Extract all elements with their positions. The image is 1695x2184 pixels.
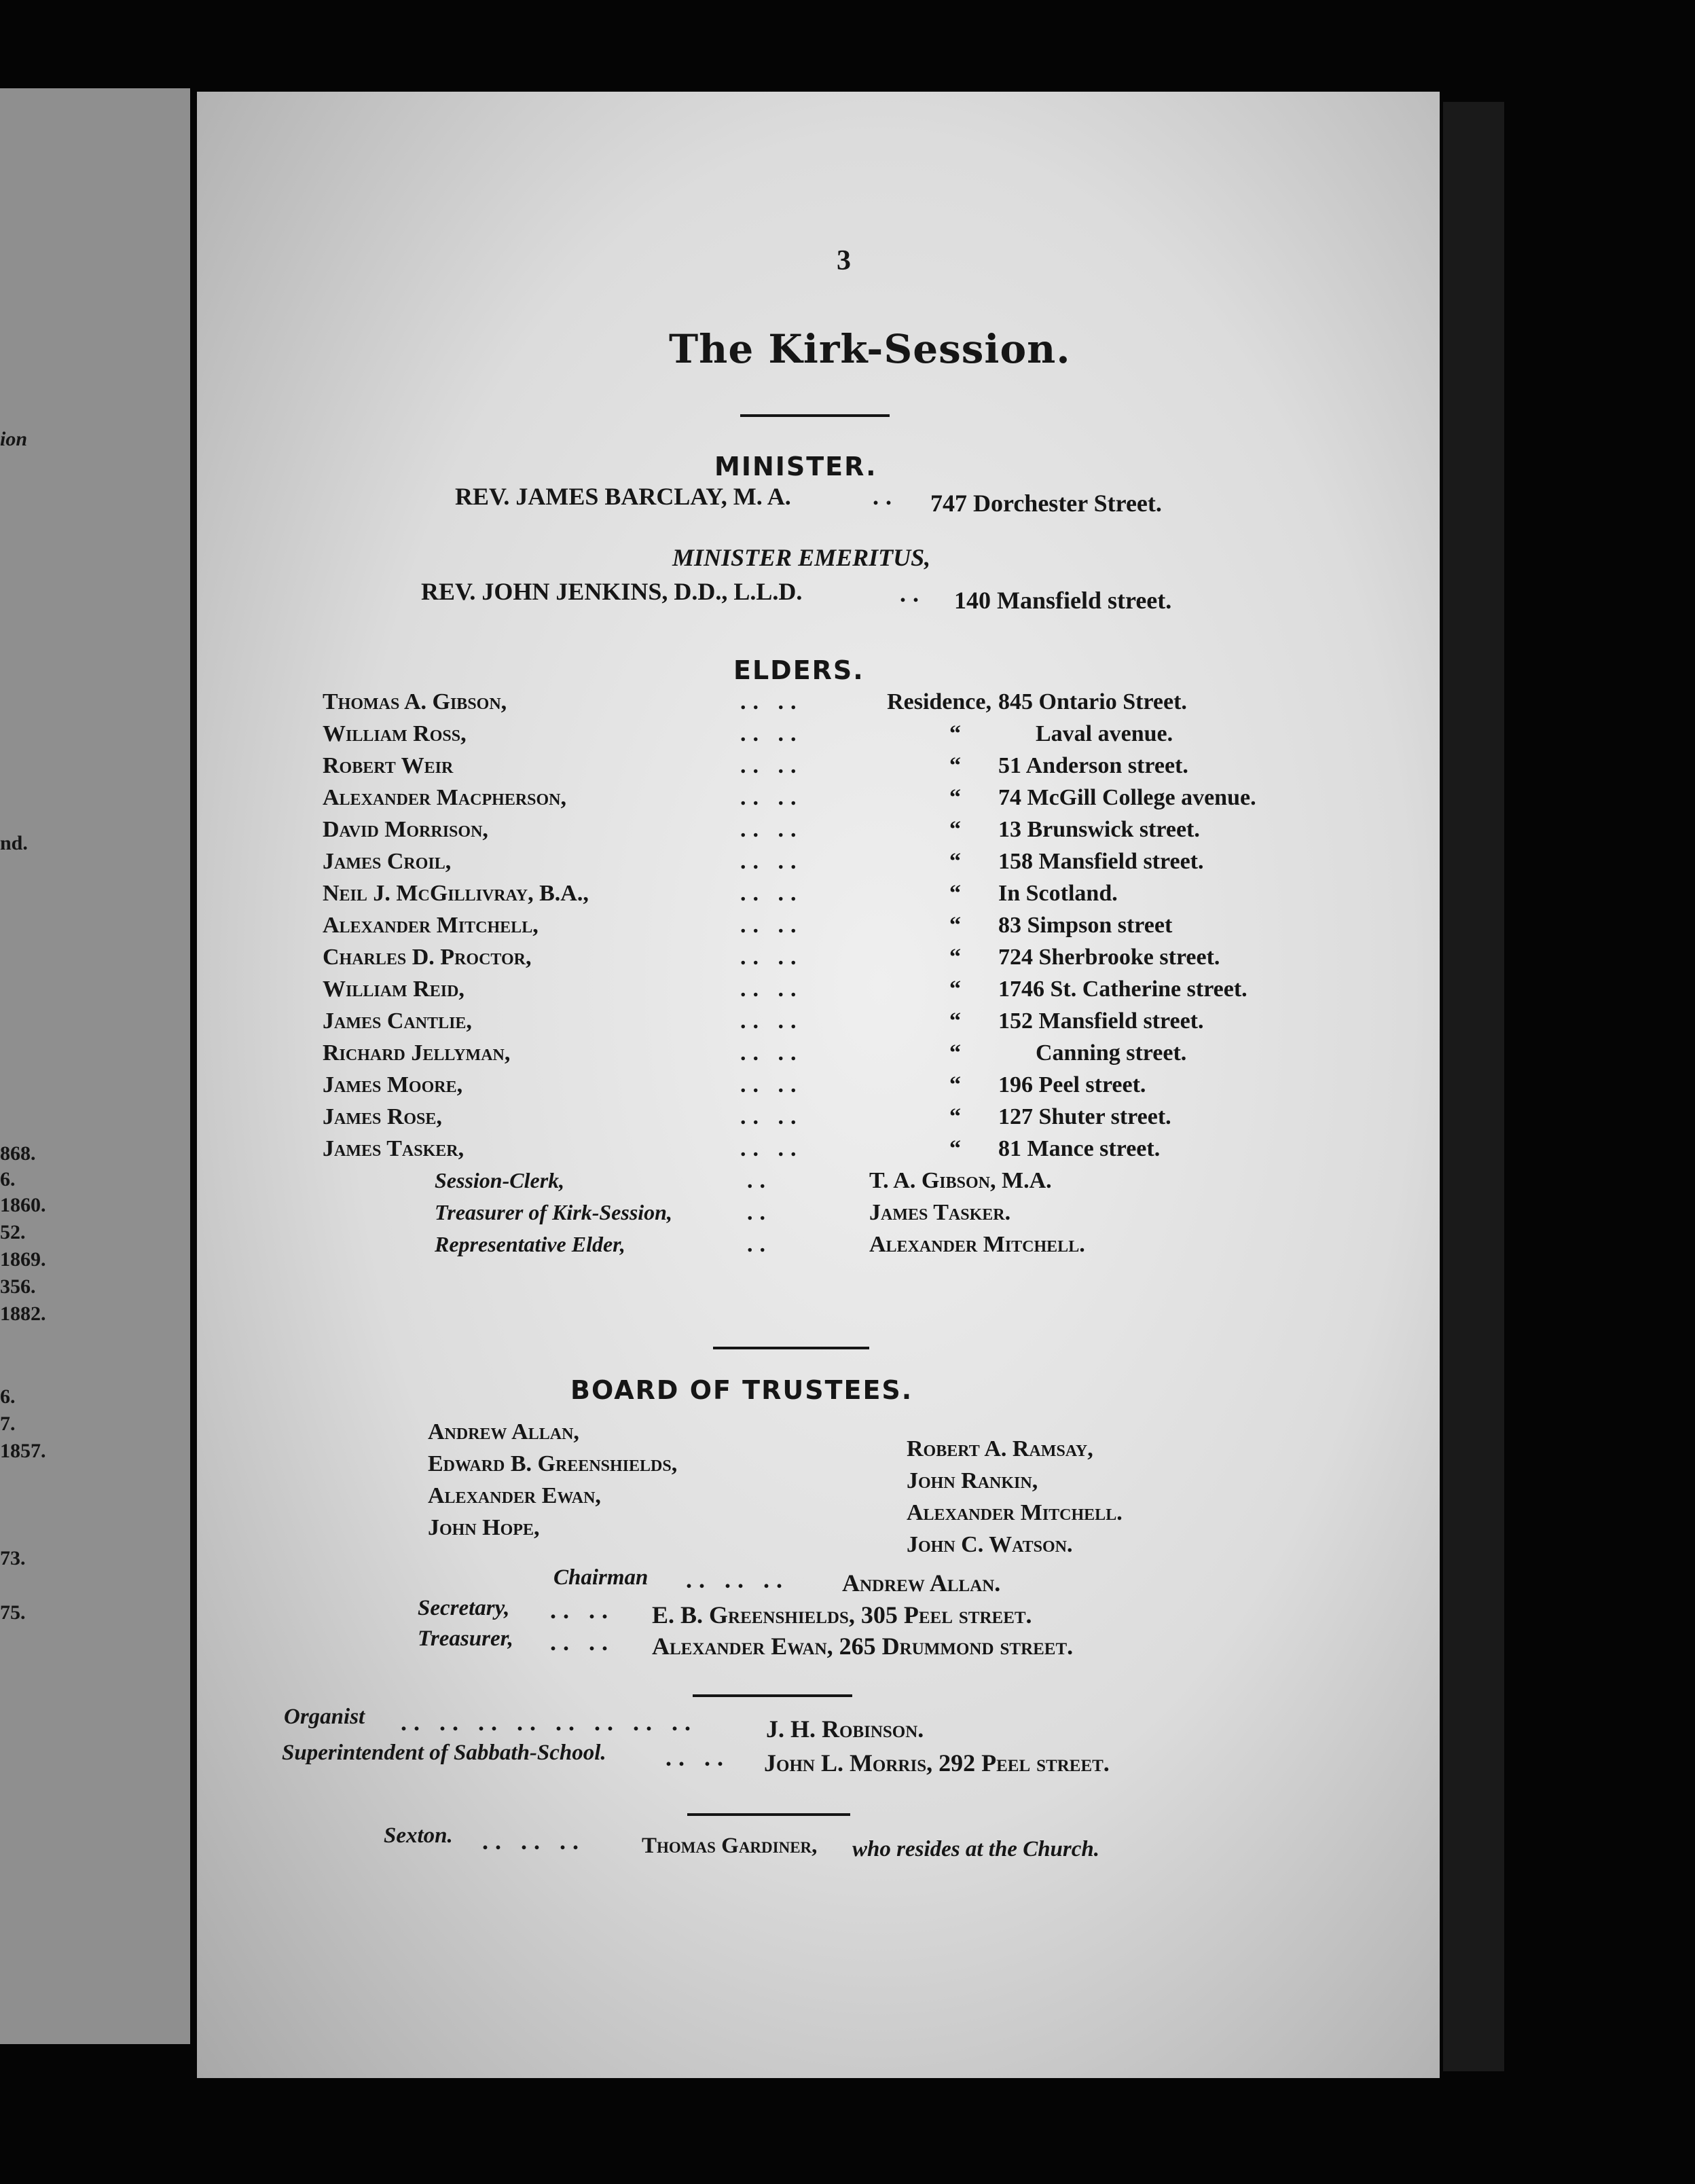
chairman-name: Andrew Allan. bbox=[842, 1569, 1001, 1597]
title-divider bbox=[740, 414, 890, 417]
ditto-mark: “ bbox=[949, 1072, 961, 1097]
leader-dots: .. .. .. bbox=[686, 1566, 789, 1593]
elders-heading: ELDERS. bbox=[733, 655, 864, 685]
elder-name: Neil J. McGillivray, B.A., bbox=[323, 881, 589, 906]
elder-name: Charles D. Proctor, bbox=[323, 945, 532, 970]
ditto-mark: “ bbox=[949, 753, 961, 778]
leader-dots: .. bbox=[873, 483, 898, 510]
elder-name: James Cantlie, bbox=[323, 1008, 472, 1034]
ditto-mark: “ bbox=[949, 817, 961, 842]
session-officers-names bbox=[869, 1165, 1277, 1260]
ditto-mark: “ bbox=[949, 785, 961, 810]
officer-name: James Tasker. bbox=[869, 1200, 1011, 1225]
trustee-name: Alexander Ewan, bbox=[428, 1483, 601, 1508]
ditto-mark: “ bbox=[949, 849, 961, 874]
section-divider bbox=[693, 1694, 852, 1697]
elder-address: 196 Peel street. bbox=[998, 1072, 1146, 1097]
left-fragment: 73. bbox=[0, 1547, 26, 1569]
residence-label: Residence, bbox=[887, 689, 991, 714]
elder-address: 74 McGill College avenue. bbox=[998, 785, 1256, 810]
elder-address: 845 Ontario Street. bbox=[998, 689, 1187, 714]
elders-leaders bbox=[740, 686, 862, 1165]
officer-leaders bbox=[747, 1165, 828, 1260]
leader-dots: .. .. bbox=[550, 1628, 615, 1656]
leader-dots: .. .. bbox=[740, 689, 803, 714]
leader-dots: .. .. bbox=[740, 1136, 803, 1161]
sexton-name: Thomas Gardiner, bbox=[642, 1834, 818, 1858]
left-fragment: 75. bbox=[0, 1601, 26, 1624]
trustee-name: John C. Watson. bbox=[907, 1532, 1073, 1557]
leader-dots: .. .. bbox=[740, 817, 803, 842]
leader-dots: .. .. bbox=[740, 913, 803, 938]
left-fragment: 1882. bbox=[0, 1303, 46, 1325]
elder-address: In Scotland. bbox=[998, 881, 1118, 906]
ditto-mark: “ bbox=[949, 977, 961, 1002]
officer-role: Session-Clerk, bbox=[435, 1168, 565, 1193]
ditto-mark: “ bbox=[949, 721, 961, 746]
trustee-name: John Hope, bbox=[428, 1515, 540, 1540]
elder-address: 152 Mansfield street. bbox=[998, 1008, 1204, 1034]
elder-name: Alexander Mitchell, bbox=[323, 913, 539, 938]
book-spine bbox=[1443, 102, 1504, 2071]
organist-label: Organist bbox=[284, 1705, 365, 1729]
elder-name: William Ross, bbox=[323, 721, 467, 746]
trustees-right-column bbox=[907, 1433, 1246, 1561]
chairman-label: Chairman bbox=[553, 1565, 649, 1590]
treasurer-name: Alexander Ewan, 265 Drummond street. bbox=[652, 1633, 1074, 1660]
document-page bbox=[197, 92, 1440, 2078]
minister-name: REV. JAMES BARCLAY, M. A. bbox=[455, 483, 791, 510]
leader-dots: .. .. bbox=[740, 849, 803, 874]
minister-emeritus-address: 140 Mansfield street. bbox=[954, 587, 1172, 614]
leader-dots: .. .. bbox=[740, 977, 803, 1002]
trustee-name: John Rankin, bbox=[907, 1468, 1038, 1493]
superintendent-name: John L. Morris, 292 Peel street. bbox=[764, 1749, 1110, 1777]
left-fragment: nd. bbox=[0, 832, 28, 854]
left-fragment: 1869. bbox=[0, 1248, 46, 1271]
elder-address: 1746 St. Catherine street. bbox=[998, 977, 1247, 1002]
elder-name: Alexander Macpherson, bbox=[323, 785, 567, 810]
elder-address: 724 Sherbrooke street. bbox=[998, 945, 1220, 970]
ditto-mark: “ bbox=[949, 881, 961, 906]
treasurer-label: Treasurer, bbox=[418, 1626, 513, 1651]
leader-dots: .. .. bbox=[740, 881, 803, 906]
leader-dots: .. bbox=[747, 1200, 772, 1225]
elder-name: William Reid, bbox=[323, 977, 464, 1002]
leader-dots: .. .. bbox=[740, 1104, 803, 1129]
page-title: The Kirk-Session. bbox=[669, 326, 1071, 372]
sexton-label: Sexton. bbox=[384, 1823, 453, 1848]
left-fragment: ion bbox=[0, 428, 28, 450]
left-fragment: 1857. bbox=[0, 1440, 46, 1462]
officer-name: Alexander Mitchell. bbox=[869, 1232, 1085, 1257]
left-fragment: 356. bbox=[0, 1275, 36, 1298]
ditto-mark: “ bbox=[949, 913, 961, 938]
minister-heading: MINISTER. bbox=[714, 452, 877, 481]
left-fragment: 6. bbox=[0, 1168, 16, 1190]
elder-name: James Rose, bbox=[323, 1104, 442, 1129]
elder-address: 81 Mance street. bbox=[998, 1136, 1161, 1161]
elder-name: James Moore, bbox=[323, 1072, 463, 1097]
page-number: 3 bbox=[837, 245, 851, 276]
leader-dots: .. bbox=[747, 1232, 772, 1257]
elders-addresses bbox=[998, 686, 1406, 1165]
leader-dots: .. .. bbox=[666, 1744, 730, 1771]
elder-name: Thomas A. Gibson, bbox=[323, 689, 507, 714]
minister-emeritus-name: REV. JOHN JENKINS, D.D., L.L.D. bbox=[421, 578, 803, 605]
elder-address: 158 Mansfield street. bbox=[998, 849, 1204, 874]
superintendent-label: Superintendent of Sabbath-School. bbox=[282, 1741, 606, 1765]
officer-name: T. A. Gibson, M.A. bbox=[869, 1168, 1052, 1193]
leader-dots: .. .. bbox=[740, 1008, 803, 1034]
officer-role: Representative Elder, bbox=[435, 1232, 625, 1256]
trustee-name: Edward B. Greenshields, bbox=[428, 1451, 678, 1476]
officer-role: Treasurer of Kirk-Session, bbox=[435, 1200, 672, 1224]
leader-dots: .. .. .. .. .. .. .. .. bbox=[401, 1709, 697, 1736]
section-divider bbox=[713, 1347, 869, 1349]
elder-address: Canning street. bbox=[1036, 1040, 1187, 1066]
leader-dots: .. .. .. bbox=[482, 1827, 585, 1855]
elder-name: Robert Weir bbox=[323, 753, 454, 778]
minister-emeritus-heading: MINISTER EMERITUS, bbox=[672, 544, 931, 571]
left-fragment: 868. bbox=[0, 1142, 36, 1165]
organist-name: J. H. Robinson. bbox=[766, 1715, 924, 1743]
leader-dots: .. .. bbox=[740, 721, 803, 746]
elder-address: 127 Shuter street. bbox=[998, 1104, 1171, 1129]
ditto-mark: “ bbox=[949, 945, 961, 970]
ditto-mark: “ bbox=[949, 1040, 961, 1066]
leader-dots: .. .. bbox=[550, 1597, 615, 1624]
trustee-name: Robert A. Ramsay, bbox=[907, 1436, 1093, 1461]
leader-dots: .. .. bbox=[740, 1040, 803, 1066]
secretary-name: E. B. Greenshields, 305 Peel street. bbox=[652, 1601, 1032, 1628]
ditto-mark: “ bbox=[949, 1136, 961, 1161]
section-divider bbox=[687, 1813, 850, 1816]
left-fragment: 7. bbox=[0, 1413, 16, 1435]
leader-dots: .. bbox=[900, 580, 926, 607]
elder-name: David Morrison, bbox=[323, 817, 488, 842]
elder-address: Laval avenue. bbox=[1036, 721, 1173, 746]
left-page-edge bbox=[0, 88, 190, 2044]
trustees-heading: BOARD OF TRUSTEES. bbox=[570, 1375, 913, 1405]
secretary-label: Secretary, bbox=[418, 1596, 510, 1620]
left-fragment: 52. bbox=[0, 1221, 26, 1243]
leader-dots: .. bbox=[747, 1168, 772, 1193]
leader-dots: .. .. bbox=[740, 945, 803, 970]
elders-residence-marks bbox=[876, 686, 991, 1165]
elders-names bbox=[323, 686, 594, 1165]
elder-address: 51 Anderson street. bbox=[998, 753, 1188, 778]
ditto-mark: “ bbox=[949, 1008, 961, 1034]
sexton-note: who resides at the Church. bbox=[852, 1837, 1099, 1861]
leader-dots: .. .. bbox=[740, 785, 803, 810]
elder-address: 83 Simpson street bbox=[998, 913, 1173, 938]
elder-name: James Tasker, bbox=[323, 1136, 464, 1161]
elder-name: Richard Jellyman, bbox=[323, 1040, 511, 1066]
trustee-name: Andrew Allan, bbox=[428, 1419, 579, 1444]
trustee-name: Alexander Mitchell. bbox=[907, 1500, 1123, 1525]
leader-dots: .. .. bbox=[740, 1072, 803, 1097]
left-fragment: 1860. bbox=[0, 1194, 46, 1216]
left-fragment: 6. bbox=[0, 1385, 16, 1408]
trustees-left-column bbox=[428, 1416, 835, 1544]
leader-dots: .. .. bbox=[740, 753, 803, 778]
ditto-mark: “ bbox=[949, 1104, 961, 1129]
elder-address: 13 Brunswick street. bbox=[998, 817, 1200, 842]
minister-address: 747 Dorchester Street. bbox=[930, 490, 1162, 517]
elder-name: James Croil, bbox=[323, 849, 452, 874]
